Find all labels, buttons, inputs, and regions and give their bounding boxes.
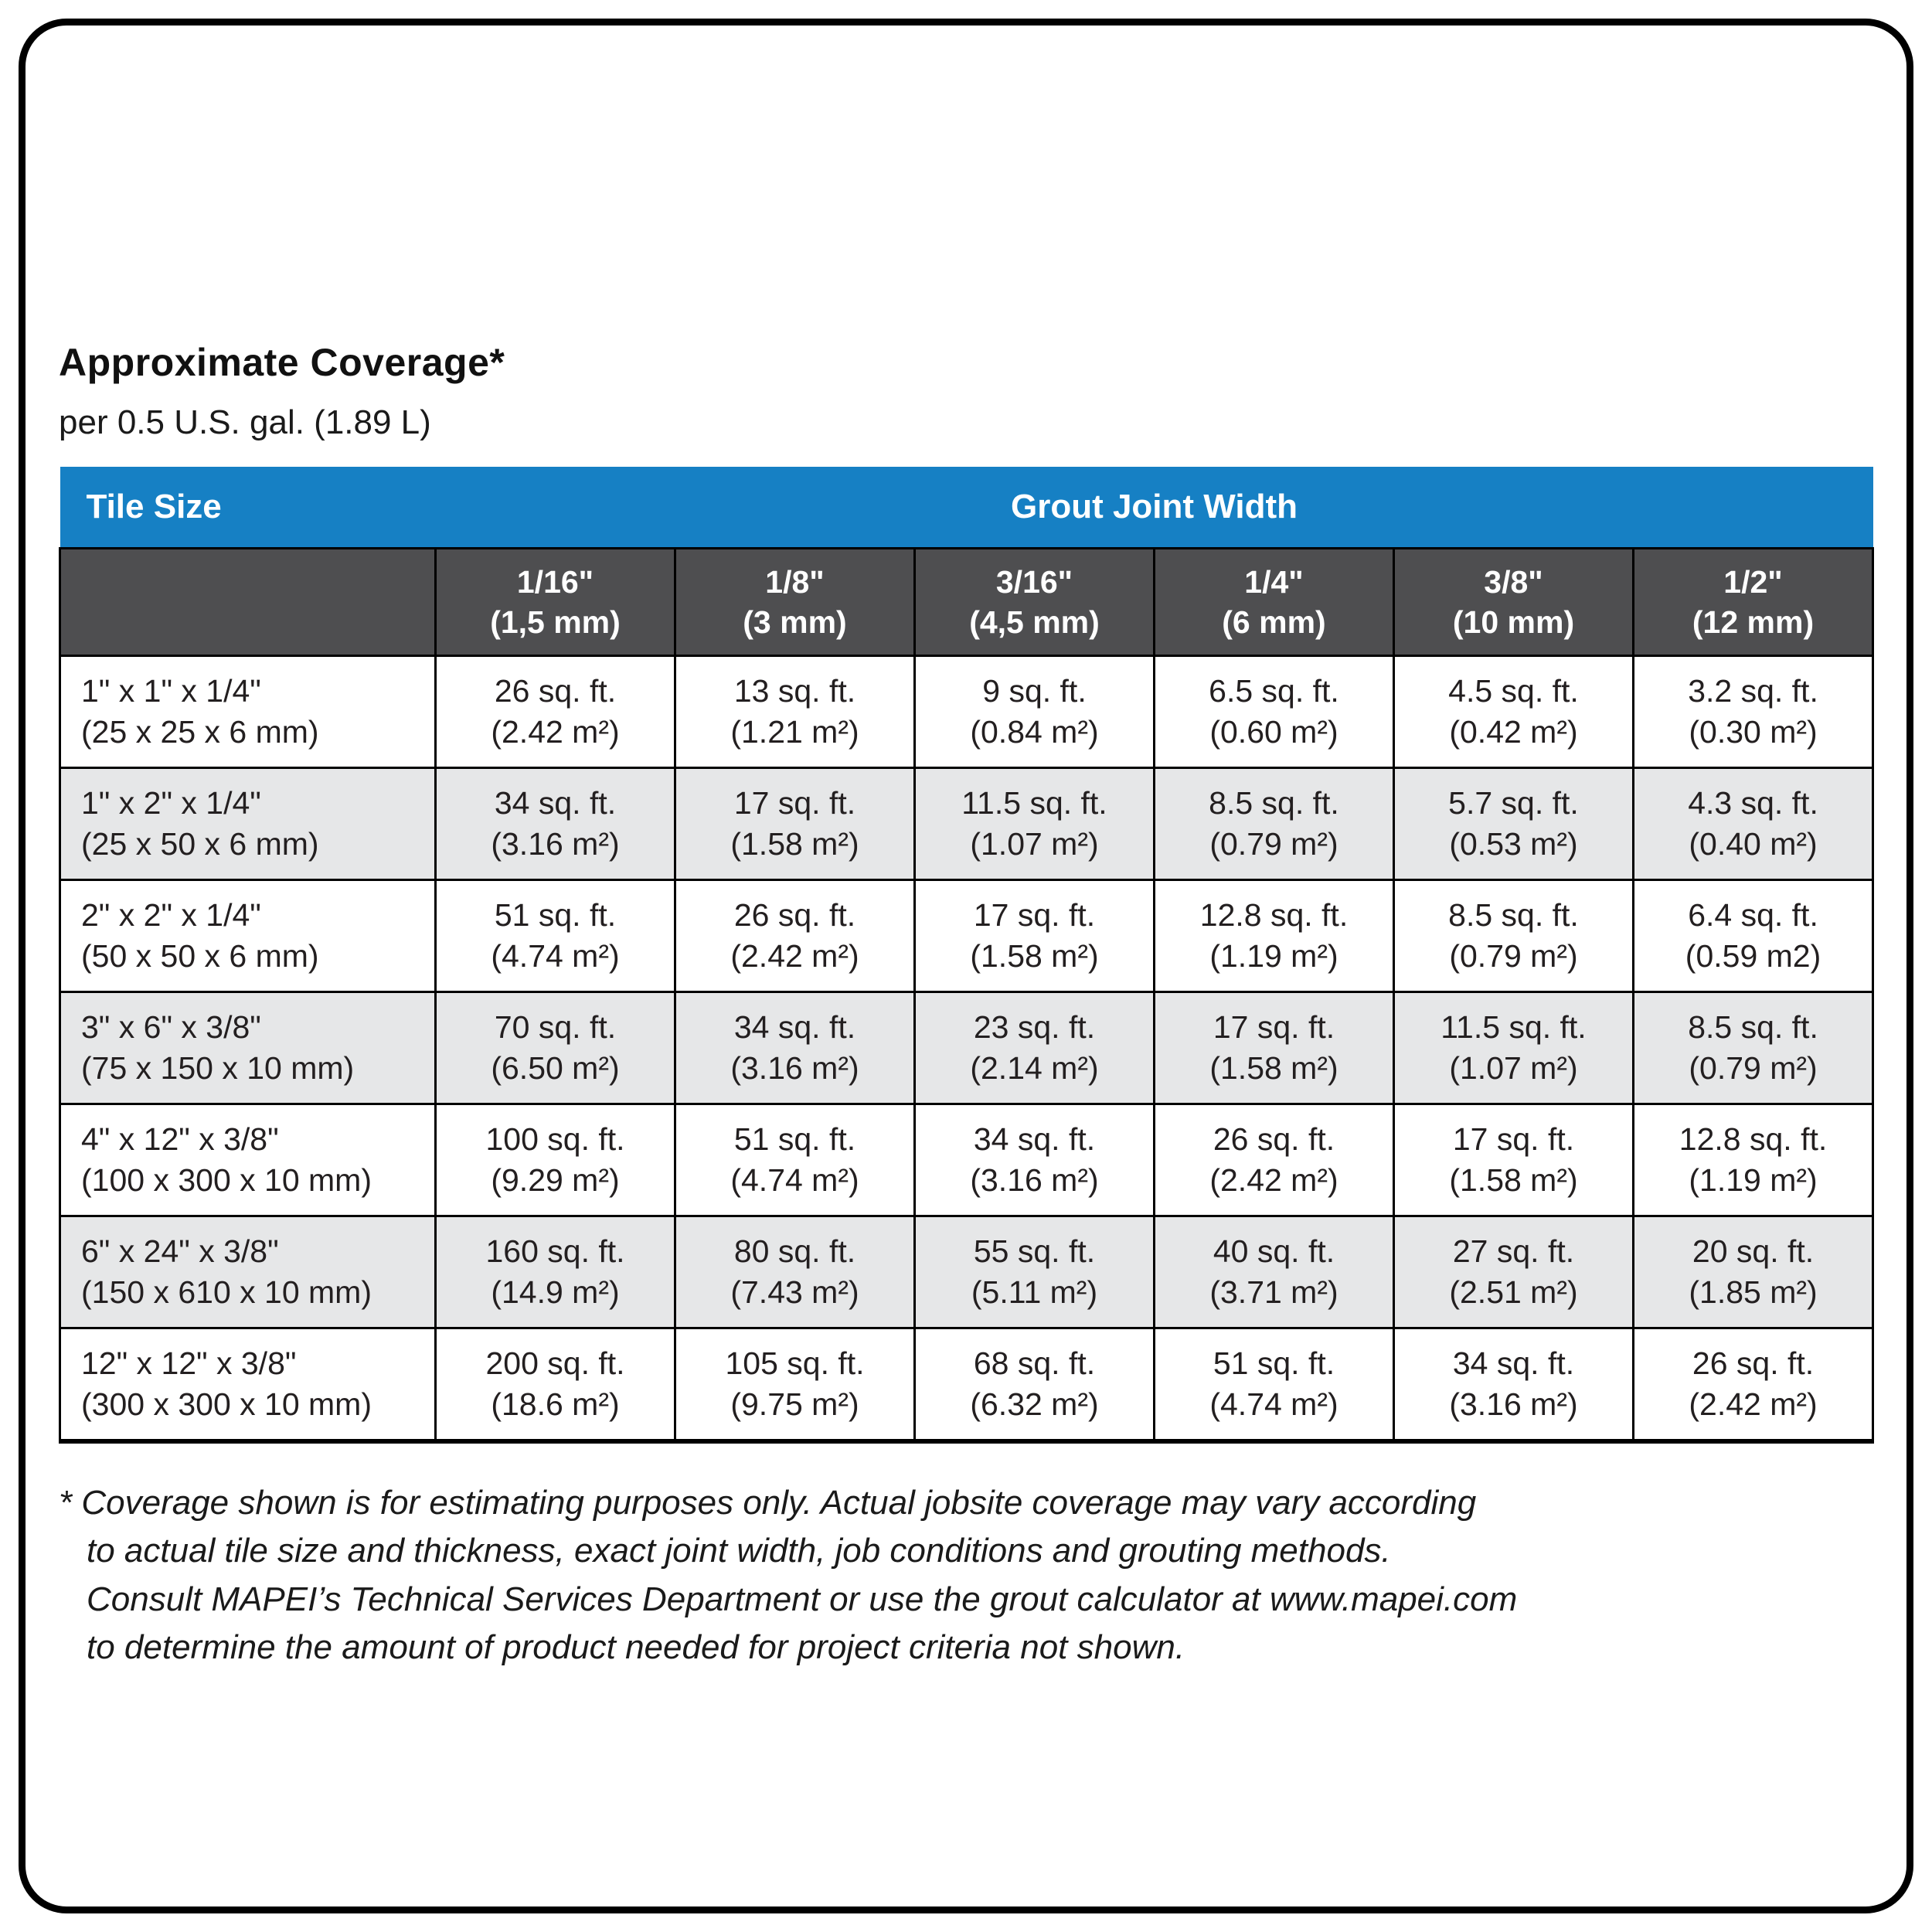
footnote-line: to actual tile size and thickness, exact joint width, job conditions and grouting methods.: [87, 1532, 1391, 1570]
coverage-cell: [1155, 992, 1394, 1104]
sqft-value: 51 sq. ft.: [1213, 1345, 1335, 1381]
tile-size-cell: [60, 1328, 436, 1442]
footnote-line: to determine the amount of product needed for project criteria not shown.: [87, 1628, 1185, 1667]
sqft-value: 51 sq. ft.: [494, 896, 617, 933]
m2-value: (0.30 m²): [1689, 714, 1818, 750]
sqft-value: 105 sq. ft.: [725, 1345, 865, 1381]
column-header: [1155, 549, 1394, 656]
sqft-value: 17 sq. ft.: [973, 896, 1096, 933]
m2-value: (2.51 m²): [1449, 1274, 1578, 1310]
coverage-cell: [915, 656, 1155, 768]
tile-metric: (25 x 25 x 6 mm): [81, 714, 319, 750]
tile-imperial: 1" x 2" x 1/4": [81, 784, 261, 821]
coverage-cell: [1634, 992, 1873, 1104]
m2-value: (1.58 m²): [970, 938, 1099, 974]
coverage-cell: [675, 1328, 915, 1442]
sqft-value: 11.5 sq. ft.: [1440, 1009, 1587, 1045]
coverage-cell: [915, 1104, 1155, 1216]
m2-value: (0.42 m²): [1449, 714, 1578, 750]
sqft-value: 34 sq. ft.: [973, 1121, 1096, 1157]
m2-value: (3.71 m²): [1209, 1274, 1338, 1310]
table-row: [60, 656, 1873, 768]
m2-value: (4.74 m²): [730, 1162, 859, 1198]
sqft-value: 9 sq. ft.: [982, 672, 1087, 709]
sqft-value: 20 sq. ft.: [1692, 1233, 1815, 1269]
coverage-cell: [1394, 992, 1634, 1104]
sqft-value: 6.5 sq. ft.: [1209, 672, 1339, 709]
table-row: [60, 1104, 1873, 1216]
m2-value: (1.85 m²): [1689, 1274, 1818, 1310]
coverage-cell: [1634, 1328, 1873, 1442]
coverage-cell: [1634, 656, 1873, 768]
sqft-value: 70 sq. ft.: [494, 1009, 617, 1045]
coverage-cell: [675, 992, 915, 1104]
m2-value: (1.58 m²): [1209, 1050, 1338, 1086]
table-row: [60, 992, 1873, 1104]
sqft-value: 55 sq. ft.: [973, 1233, 1096, 1269]
table-row: [60, 1216, 1873, 1328]
coverage-cell: [1155, 1328, 1394, 1442]
footnote-line: * Coverage shown is for estimating purposes only. Actual jobsite coverage may vary according: [59, 1484, 1477, 1522]
sqft-value: 34 sq. ft.: [733, 1009, 856, 1045]
sqft-value: 160 sq. ft.: [485, 1233, 625, 1269]
sqft-value: 8.5 sq. ft.: [1688, 1009, 1818, 1045]
m2-value: (0.79 m²): [1209, 826, 1338, 862]
joint-width-label: 1/4": [1244, 563, 1304, 600]
column-header: [915, 549, 1155, 656]
table-row: [60, 880, 1873, 992]
m2-value: (2.42 m²): [491, 714, 620, 750]
joint-width-metric: (6 mm): [1222, 604, 1326, 640]
coverage-cell: [675, 1104, 915, 1216]
tile-size-cell: [60, 768, 436, 880]
sqft-value: 80 sq. ft.: [733, 1233, 856, 1269]
table-row: [60, 1328, 1873, 1442]
m2-value: (1.21 m²): [730, 714, 859, 750]
table-header-row: [60, 467, 1873, 549]
joint-width-label: 3/8": [1484, 563, 1543, 600]
sqft-value: 12.8 sq. ft.: [1199, 896, 1349, 933]
tile-imperial: 1" x 1" x 1/4": [81, 672, 261, 709]
sqft-value: 3.2 sq. ft.: [1688, 672, 1818, 709]
sqft-value: 5.7 sq. ft.: [1448, 784, 1579, 821]
sqft-value: 26 sq. ft.: [1692, 1345, 1815, 1381]
m2-value: (9.75 m²): [730, 1386, 859, 1422]
sqft-value: 11.5 sq. ft.: [961, 784, 1107, 821]
tile-metric: (75 x 150 x 10 mm): [81, 1050, 355, 1086]
m2-value: (0.59 m2): [1685, 938, 1821, 974]
sqft-value: 200 sq. ft.: [485, 1345, 625, 1381]
tile-imperial: 12" x 12" x 3/8": [81, 1345, 297, 1381]
m2-value: (2.42 m²): [1689, 1386, 1818, 1422]
coverage-table: [59, 467, 1874, 1444]
tile-size-cell: [60, 1104, 436, 1216]
coverage-cell: [675, 880, 915, 992]
coverage-cell: [1155, 1104, 1394, 1216]
m2-value: (1.07 m²): [1449, 1050, 1578, 1086]
coverage-cell: [675, 768, 915, 880]
m2-value: (3.16 m²): [730, 1050, 859, 1086]
column-header: [1634, 549, 1873, 656]
tile-imperial: 2" x 2" x 1/4": [81, 896, 261, 933]
m2-value: (1.19 m²): [1209, 938, 1338, 974]
m2-value: (4.74 m²): [491, 938, 620, 974]
sqft-value: 17 sq. ft.: [733, 784, 856, 821]
page-title: Approximate Coverage*: [59, 341, 505, 384]
sqft-value: 68 sq. ft.: [973, 1345, 1096, 1381]
m2-value: (0.84 m²): [970, 714, 1099, 750]
coverage-cell: [675, 1216, 915, 1328]
coverage-section: [59, 340, 1873, 1672]
m2-value: (3.16 m²): [970, 1162, 1099, 1198]
m2-value: (3.16 m²): [491, 826, 620, 862]
page-subtitle: per 0.5 U.S. gal. (1.89 L): [59, 403, 431, 441]
m2-value: (5.11 m²): [971, 1274, 1098, 1310]
m2-value: (4.74 m²): [1209, 1386, 1338, 1422]
m2-value: (2.42 m²): [730, 938, 859, 974]
coverage-cell: [915, 880, 1155, 992]
sqft-value: 34 sq. ft.: [494, 784, 617, 821]
sqft-value: 4.5 sq. ft.: [1448, 672, 1579, 709]
tile-metric: (100 x 300 x 10 mm): [81, 1162, 372, 1198]
column-header: [436, 549, 675, 656]
coverage-cell: [1155, 1216, 1394, 1328]
column-header: [675, 549, 915, 656]
tile-size-cell: [60, 656, 436, 768]
joint-width-label: 1/2": [1723, 563, 1783, 600]
coverage-cell: [436, 992, 675, 1104]
sqft-value: 17 sq. ft.: [1452, 1121, 1575, 1157]
coverage-cell: [1394, 1216, 1634, 1328]
joint-width-metric: (3 mm): [743, 604, 847, 640]
coverage-cell: [436, 1104, 675, 1216]
tile-metric: (150 x 610 x 10 mm): [81, 1274, 372, 1310]
coverage-cell: [1634, 768, 1873, 880]
sqft-value: 40 sq. ft.: [1213, 1233, 1335, 1269]
tile-imperial: 4" x 12" x 3/8": [81, 1121, 279, 1157]
sqft-value: 17 sq. ft.: [1213, 1009, 1335, 1045]
joint-width-metric: (10 mm): [1452, 604, 1575, 640]
joint-width-metric: (4,5 mm): [969, 604, 1100, 640]
grout-joint-width-header: Grout Joint Width: [436, 467, 1873, 549]
tile-size-cell: [60, 992, 436, 1104]
coverage-cell: [436, 880, 675, 992]
sqft-value: 26 sq. ft.: [733, 896, 856, 933]
sqft-value: 12.8 sq. ft.: [1679, 1121, 1828, 1157]
m2-value: (18.6 m²): [491, 1386, 620, 1422]
m2-value: (9.29 m²): [491, 1162, 620, 1198]
tile-size-cell: [60, 880, 436, 992]
m2-value: (14.9 m²): [491, 1274, 620, 1310]
sqft-value: 23 sq. ft.: [973, 1009, 1096, 1045]
m2-value: (1.07 m²): [970, 826, 1099, 862]
sqft-value: 8.5 sq. ft.: [1448, 896, 1579, 933]
footnote-line: Consult MAPEI’s Technical Services Department or use the grout calculator at www.mapei.com: [87, 1580, 1518, 1618]
coverage-cell: [1634, 1216, 1873, 1328]
coverage-cell: [436, 656, 675, 768]
table-row: [60, 768, 1873, 880]
m2-value: (6.32 m²): [970, 1386, 1099, 1422]
tile-imperial: 6" x 24" x 3/8": [81, 1233, 279, 1269]
m2-value: (1.58 m²): [730, 826, 859, 862]
tile-metric: (25 x 50 x 6 mm): [81, 826, 319, 862]
sqft-value: 13 sq. ft.: [733, 672, 856, 709]
joint-width-label: 3/16": [995, 563, 1073, 600]
coverage-cell: [915, 1216, 1155, 1328]
empty-header-cell: [60, 549, 436, 656]
tile-metric: (300 x 300 x 10 mm): [81, 1386, 372, 1422]
joint-width-label: 1/16": [516, 563, 594, 600]
m2-value: (3.16 m²): [1449, 1386, 1578, 1422]
m2-value: (7.43 m²): [730, 1274, 859, 1310]
coverage-cell: [1394, 1104, 1634, 1216]
column-header: [1394, 549, 1634, 656]
sqft-value: 27 sq. ft.: [1452, 1233, 1575, 1269]
coverage-cell: [1394, 656, 1634, 768]
tile-imperial: 3" x 6" x 3/8": [81, 1009, 261, 1045]
coverage-cell: [1394, 768, 1634, 880]
coverage-cell: [1155, 768, 1394, 880]
m2-value: (6.50 m²): [491, 1050, 620, 1086]
coverage-cell: [436, 1216, 675, 1328]
m2-value: (2.14 m²): [970, 1050, 1099, 1086]
tile-size-header: Tile Size: [60, 467, 436, 549]
m2-value: (0.40 m²): [1689, 826, 1818, 862]
m2-value: (0.79 m²): [1689, 1050, 1818, 1086]
m2-value: (1.58 m²): [1449, 1162, 1578, 1198]
coverage-cell: [1155, 656, 1394, 768]
tile-metric: (50 x 50 x 6 mm): [81, 938, 319, 974]
m2-value: (0.53 m²): [1449, 826, 1578, 862]
m2-value: (0.79 m²): [1449, 938, 1578, 974]
m2-value: (2.42 m²): [1209, 1162, 1338, 1198]
coverage-cell: [1155, 880, 1394, 992]
coverage-cell: [915, 992, 1155, 1104]
coverage-cell: [915, 768, 1155, 880]
coverage-cell: [915, 1328, 1155, 1442]
sqft-value: 26 sq. ft.: [1213, 1121, 1335, 1157]
joint-width-metric: (1,5 mm): [490, 604, 621, 640]
tile-size-cell: [60, 1216, 436, 1328]
sqft-value: 6.4 sq. ft.: [1688, 896, 1818, 933]
coverage-cell: [1394, 1328, 1634, 1442]
column-header-row: [60, 549, 1873, 656]
coverage-cell: [1634, 1104, 1873, 1216]
sqft-value: 34 sq. ft.: [1452, 1345, 1575, 1381]
coverage-cell: [675, 656, 915, 768]
sqft-value: 51 sq. ft.: [733, 1121, 856, 1157]
coverage-cell: [1634, 880, 1873, 992]
sqft-value: 26 sq. ft.: [494, 672, 617, 709]
m2-value: (1.19 m²): [1689, 1162, 1818, 1198]
coverage-cell: [1394, 880, 1634, 992]
sqft-value: 8.5 sq. ft.: [1209, 784, 1339, 821]
joint-width-metric: (12 mm): [1692, 604, 1815, 640]
joint-width-label: 1/8": [765, 563, 825, 600]
coverage-cell: [436, 768, 675, 880]
coverage-cell: [436, 1328, 675, 1442]
sqft-value: 4.3 sq. ft.: [1688, 784, 1818, 821]
sqft-value: 100 sq. ft.: [485, 1121, 625, 1157]
m2-value: (0.60 m²): [1209, 714, 1338, 750]
footnote: [59, 1479, 1873, 1672]
